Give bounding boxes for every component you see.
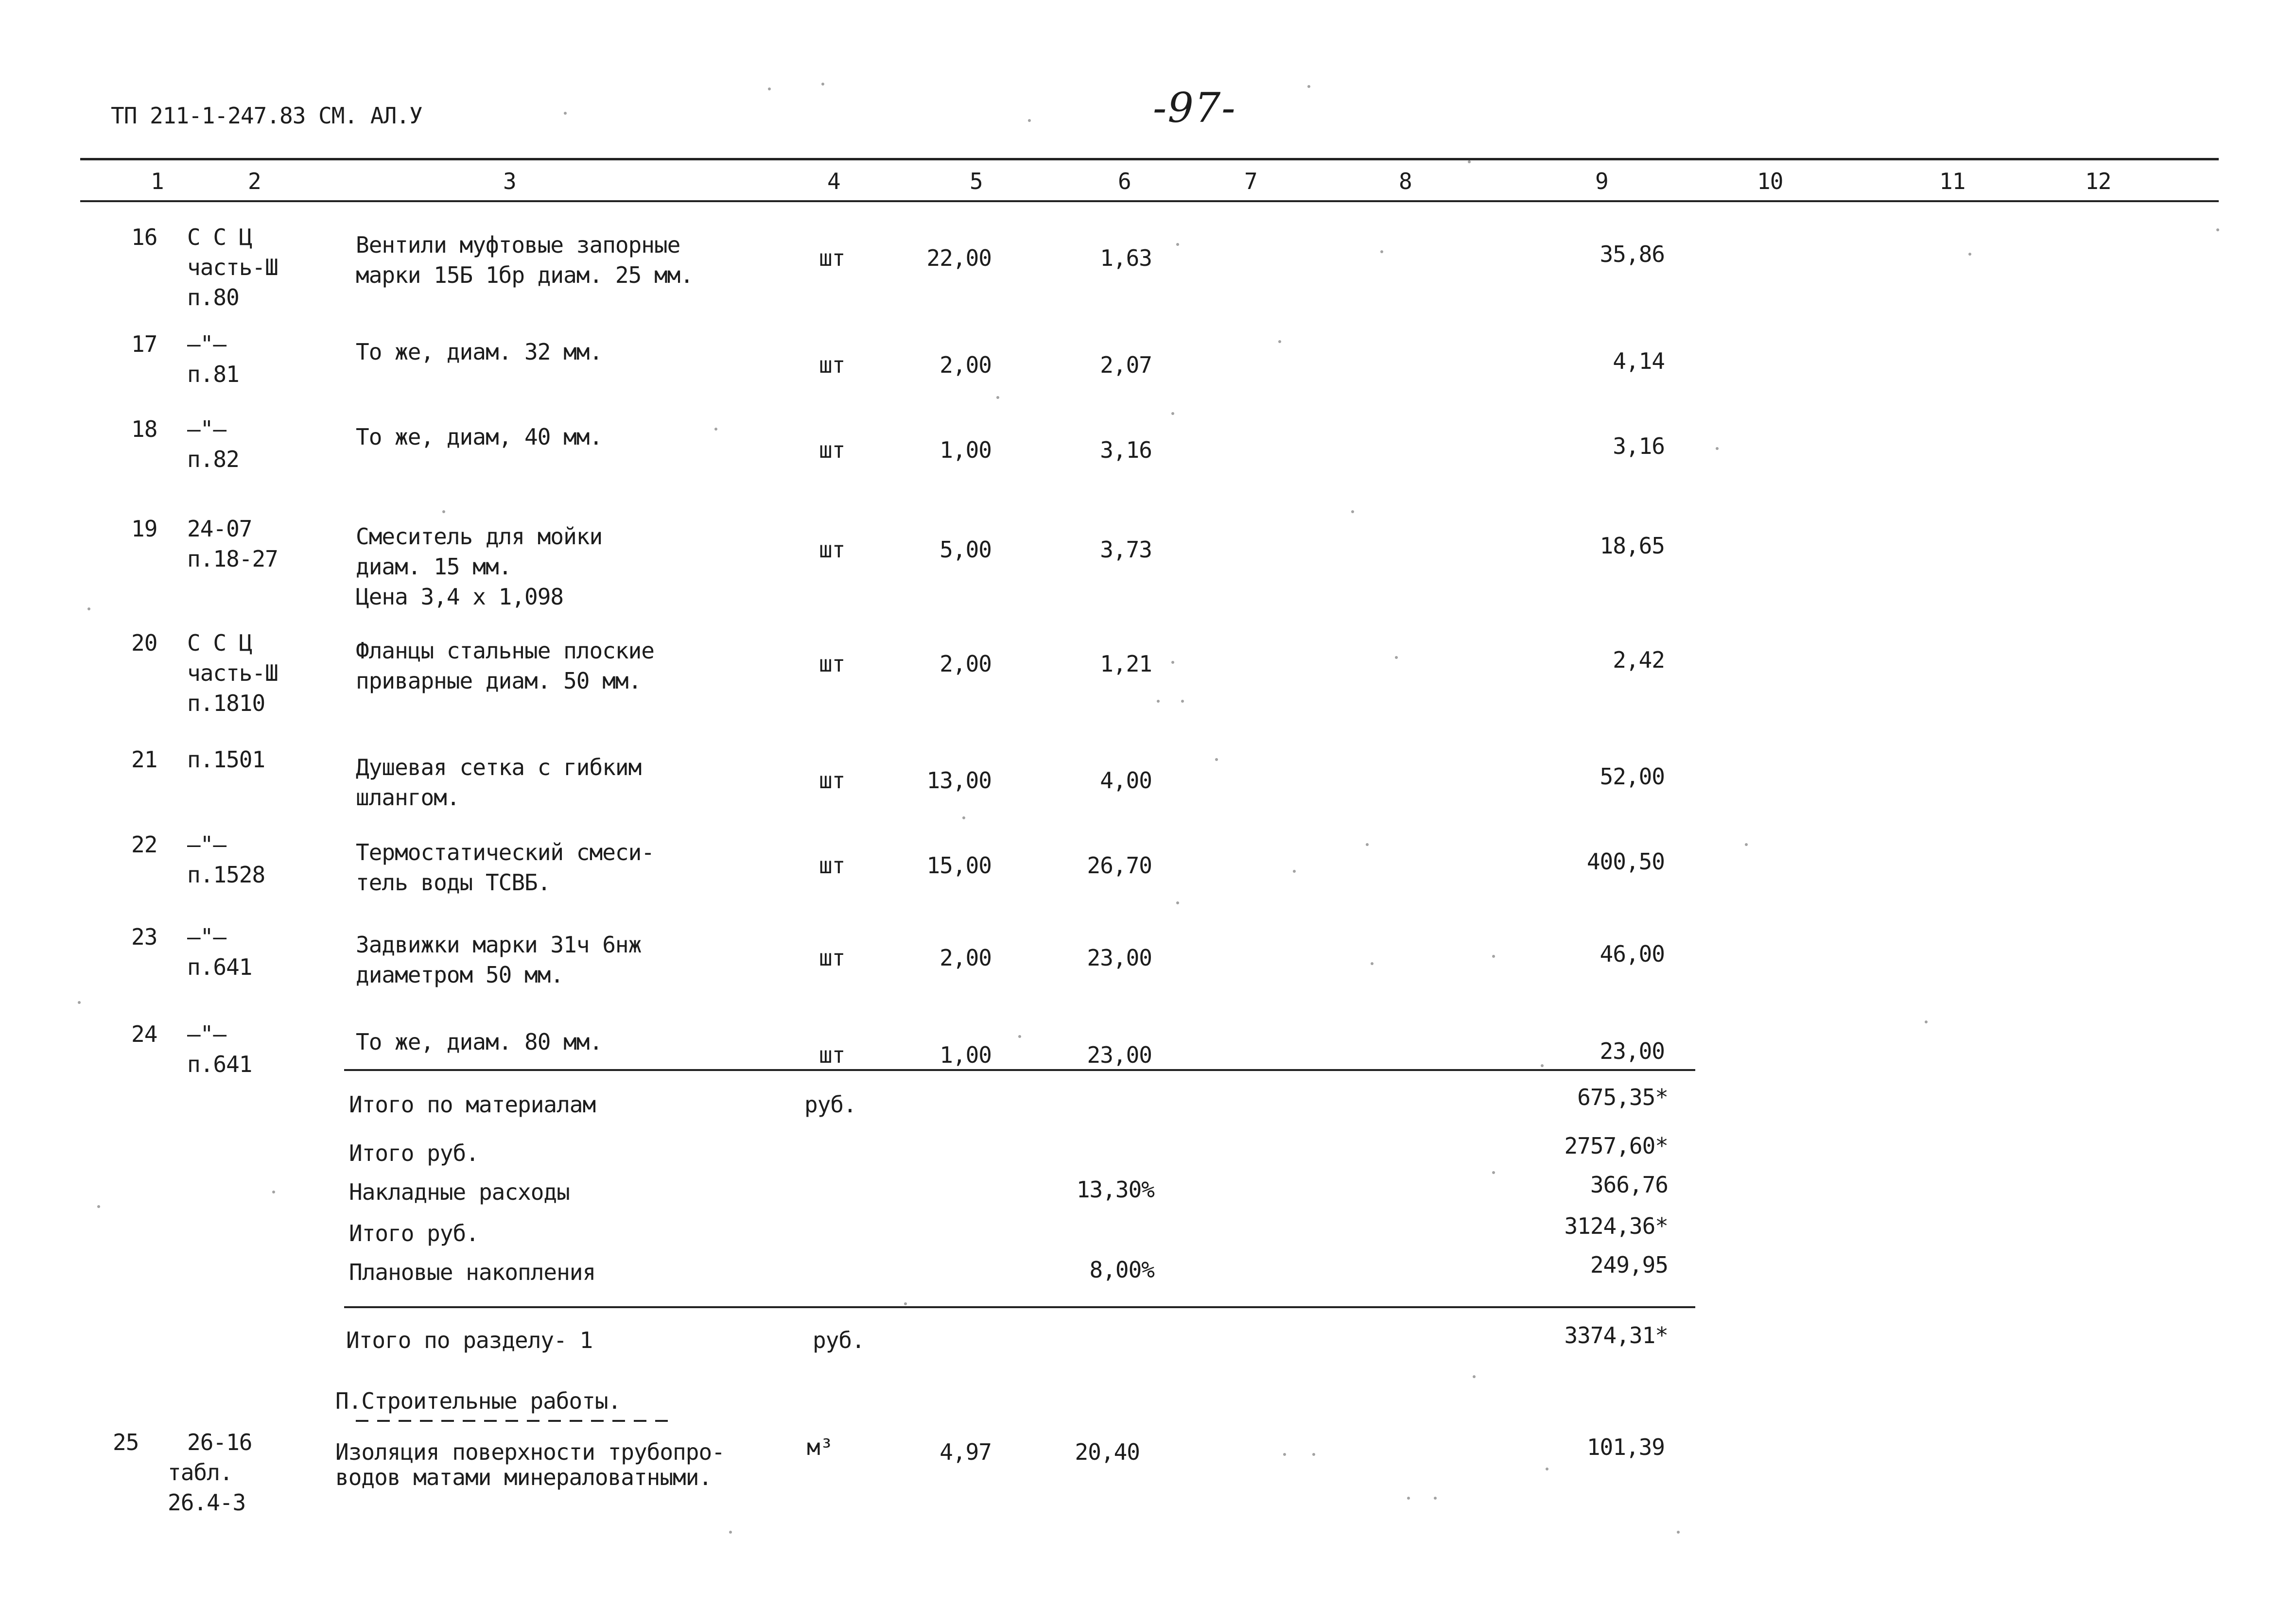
scan-speck <box>1473 1375 1476 1378</box>
scan-speck <box>821 83 824 86</box>
totals-value: 249,95 <box>1590 1252 1668 1278</box>
header-bottom-rule <box>80 200 2219 202</box>
row-total: 3,16 <box>1613 433 1665 459</box>
totals-label: Плановые накопления <box>349 1259 596 1285</box>
row-quantity: 2,00 <box>939 352 991 378</box>
scan-speck <box>904 1302 907 1305</box>
row-number: 18 <box>131 416 157 442</box>
scan-speck <box>2216 228 2219 231</box>
scan-speck <box>1546 1468 1548 1470</box>
row-total: 400,50 <box>1586 848 1665 875</box>
row-price: 4,00 <box>1100 767 1152 794</box>
row-price: 26,70 <box>1087 852 1152 879</box>
row-price: 3,73 <box>1100 536 1152 563</box>
row-unit: м³ <box>807 1434 833 1460</box>
row-number: 24 <box>131 1021 157 1047</box>
scan-speck <box>1018 1035 1021 1038</box>
row-quantity: 15,00 <box>926 852 991 879</box>
column-header-2: 2 <box>248 168 261 194</box>
row-description: Задвижки марки 31ч 6нж <box>356 932 642 958</box>
scan-speck <box>962 816 965 819</box>
row-quantity: 2,00 <box>939 651 991 677</box>
section-total-label: Итого по разделу- 1 <box>346 1327 593 1353</box>
scan-speck <box>1677 1531 1680 1534</box>
row-unit: шт <box>819 651 845 677</box>
page-number: -97- <box>1153 84 1236 132</box>
row-number: 25 <box>113 1429 139 1455</box>
row-reference: п.641 <box>187 954 252 980</box>
row-description: Вентили муфтовые запорные <box>356 232 680 258</box>
row-price: 1,63 <box>1100 245 1152 271</box>
section-total-value: 3374,31* <box>1564 1322 1668 1348</box>
row-reference: —"— <box>187 416 226 442</box>
scan-speck <box>1351 510 1354 513</box>
totals-label: Итого руб. <box>349 1140 479 1166</box>
row-number: 17 <box>131 331 157 357</box>
row-reference: п.81 <box>187 361 239 387</box>
totals-top-rule <box>344 1069 1695 1071</box>
scan-speck <box>1176 901 1179 904</box>
scan-speck <box>1366 843 1369 846</box>
scan-speck <box>1407 1497 1410 1500</box>
row-quantity: 4,97 <box>939 1439 991 1465</box>
row-reference: п.1810 <box>187 690 265 716</box>
scan-speck <box>996 396 999 399</box>
row-total: 35,86 <box>1600 241 1665 267</box>
row-unit: шт <box>819 437 845 463</box>
row-reference: часть-Ш <box>187 660 278 686</box>
row-description: водов матами минераловатными. <box>335 1464 712 1490</box>
scan-speck <box>1716 447 1719 450</box>
row-reference: табл. <box>168 1459 233 1486</box>
row-reference: п.1501 <box>187 746 265 773</box>
scan-speck <box>1492 955 1495 958</box>
row-total: 101,39 <box>1586 1434 1665 1460</box>
row-reference: С С Ц <box>187 630 252 656</box>
section-total-rule <box>344 1306 1695 1308</box>
row-description: Цена 3,4 х 1,098 <box>356 584 564 610</box>
row-unit: шт <box>819 852 845 879</box>
row-number: 21 <box>131 746 157 773</box>
scan-speck <box>729 1531 732 1534</box>
scan-speck <box>1371 962 1374 965</box>
row-description: Фланцы стальные плоские <box>356 638 654 664</box>
section-heading: П.Строительные работы. <box>335 1388 621 1414</box>
scan-speck <box>1307 85 1310 88</box>
column-header-6: 6 <box>1118 168 1131 194</box>
row-number: 23 <box>131 924 157 950</box>
column-header-9: 9 <box>1595 168 1608 194</box>
row-unit: шт <box>819 767 845 794</box>
scan-speck <box>1028 119 1031 122</box>
row-description: диаметром 50 мм. <box>356 962 564 988</box>
row-total: 52,00 <box>1600 763 1665 790</box>
row-quantity: 22,00 <box>926 245 991 271</box>
row-description: тель воды ТСВБ. <box>356 869 551 896</box>
totals-label: Накладные расходы <box>349 1179 570 1205</box>
scan-speck <box>1395 656 1398 659</box>
row-reference: часть-Ш <box>187 254 278 280</box>
row-reference: п.80 <box>187 284 239 311</box>
row-price: 23,00 <box>1087 1042 1152 1068</box>
row-number: 16 <box>131 224 157 250</box>
totals-label: Итого по материалам <box>349 1091 596 1118</box>
row-description: шлангом. <box>356 784 460 811</box>
column-header-3: 3 <box>503 168 516 194</box>
row-reference: —"— <box>187 1021 226 1047</box>
row-total: 18,65 <box>1600 533 1665 559</box>
column-header-11: 11 <box>1939 168 1966 194</box>
row-quantity: 1,00 <box>939 1042 991 1068</box>
row-description: То же, диам. 32 мм. <box>356 339 603 365</box>
column-header-8: 8 <box>1399 168 1412 194</box>
row-unit: шт <box>819 1042 845 1068</box>
section-heading-underline <box>356 1420 669 1422</box>
row-description: То же, диам, 40 мм. <box>356 424 603 450</box>
column-header-12: 12 <box>2085 168 2111 194</box>
scan-speck <box>1171 661 1174 664</box>
scan-speck <box>1181 700 1184 703</box>
scan-speck <box>1541 1064 1544 1067</box>
row-reference: —"— <box>187 924 226 950</box>
row-number: 22 <box>131 831 157 858</box>
scan-speck <box>1968 253 1971 256</box>
row-quantity: 13,00 <box>926 767 991 794</box>
row-total: 46,00 <box>1600 941 1665 967</box>
row-number: 20 <box>131 630 157 656</box>
scan-speck <box>97 1205 100 1208</box>
document-code: ТП 211-1-247.83 СМ. АЛ.У <box>111 103 422 129</box>
scan-speck <box>768 87 771 90</box>
scan-speck <box>1283 1453 1286 1456</box>
row-reference: п.1528 <box>187 862 265 888</box>
row-price: 3,16 <box>1100 437 1152 463</box>
column-header-1: 1 <box>151 168 164 194</box>
row-description: Душевая сетка с гибким <box>356 754 642 780</box>
scan-speck <box>714 428 717 431</box>
row-description: диам. 15 мм. <box>356 553 512 580</box>
scan-speck <box>1312 1453 1315 1456</box>
row-total: 2,42 <box>1613 647 1665 673</box>
table-top-rule <box>80 158 2219 160</box>
scan-speck <box>1176 243 1179 246</box>
row-description: Термостатический смеси- <box>356 839 654 865</box>
totals-label: Итого руб. <box>349 1220 479 1246</box>
row-reference: —"— <box>187 831 226 858</box>
totals-value: 366,76 <box>1590 1172 1668 1198</box>
row-description: приварные диам. 50 мм. <box>356 668 642 694</box>
totals-value: 2757,60* <box>1564 1133 1668 1159</box>
scan-speck <box>1171 412 1174 415</box>
row-reference: п.641 <box>187 1051 252 1077</box>
scan-speck <box>1157 700 1160 703</box>
row-unit: шт <box>819 352 845 378</box>
row-description: То же, диам. 80 мм. <box>356 1029 603 1055</box>
scan-speck <box>272 1191 275 1193</box>
row-quantity: 1,00 <box>939 437 991 463</box>
row-description: Смеситель для мойки <box>356 523 603 550</box>
row-reference: 26-16 <box>187 1429 252 1455</box>
row-description: марки 15Б 1бр диам. 25 мм. <box>356 262 694 288</box>
row-price: 1,21 <box>1100 651 1152 677</box>
scan-speck <box>1215 758 1218 761</box>
section-total-unit: руб. <box>813 1327 865 1353</box>
totals-value: 675,35* <box>1577 1084 1668 1110</box>
row-description: Изоляция поверхности трубопро- <box>335 1439 725 1465</box>
row-unit: шт <box>819 245 845 271</box>
row-total: 23,00 <box>1600 1038 1665 1064</box>
row-reference: —"— <box>187 331 226 357</box>
scan-speck <box>1925 1020 1928 1023</box>
row-total: 4,14 <box>1613 348 1665 374</box>
row-reference: п.82 <box>187 446 239 472</box>
column-header-7: 7 <box>1244 168 1257 194</box>
totals-rate: 13,30% <box>1076 1176 1154 1203</box>
scan-speck <box>1492 1171 1495 1174</box>
row-unit: шт <box>819 945 845 971</box>
scan-speck <box>78 1001 81 1004</box>
scan-speck <box>1293 870 1296 873</box>
scan-speck <box>564 112 567 115</box>
scan-speck <box>1380 250 1383 253</box>
row-reference: 24-07 <box>187 516 252 542</box>
scan-speck <box>442 510 445 513</box>
row-quantity: 5,00 <box>939 536 991 563</box>
column-header-10: 10 <box>1757 168 1783 194</box>
row-number: 19 <box>131 516 157 542</box>
row-quantity: 2,00 <box>939 945 991 971</box>
row-price: 20,40 <box>1075 1439 1140 1465</box>
scan-speck <box>1745 843 1748 846</box>
totals-rate: 8,00% <box>1089 1257 1154 1283</box>
row-unit: шт <box>819 536 845 563</box>
scan-speck <box>1468 160 1471 163</box>
column-header-5: 5 <box>970 168 983 194</box>
row-reference: п.18-27 <box>187 546 278 572</box>
totals-value: 3124,36* <box>1564 1213 1668 1239</box>
row-reference: 26.4-3 <box>168 1489 246 1516</box>
totals-unit: руб. <box>804 1091 856 1118</box>
row-reference: С С Ц <box>187 224 252 250</box>
scan-speck <box>1278 340 1281 343</box>
scan-speck <box>1434 1497 1437 1500</box>
scan-speck <box>87 607 90 610</box>
column-header-4: 4 <box>827 168 840 194</box>
row-price: 23,00 <box>1087 945 1152 971</box>
row-price: 2,07 <box>1100 352 1152 378</box>
